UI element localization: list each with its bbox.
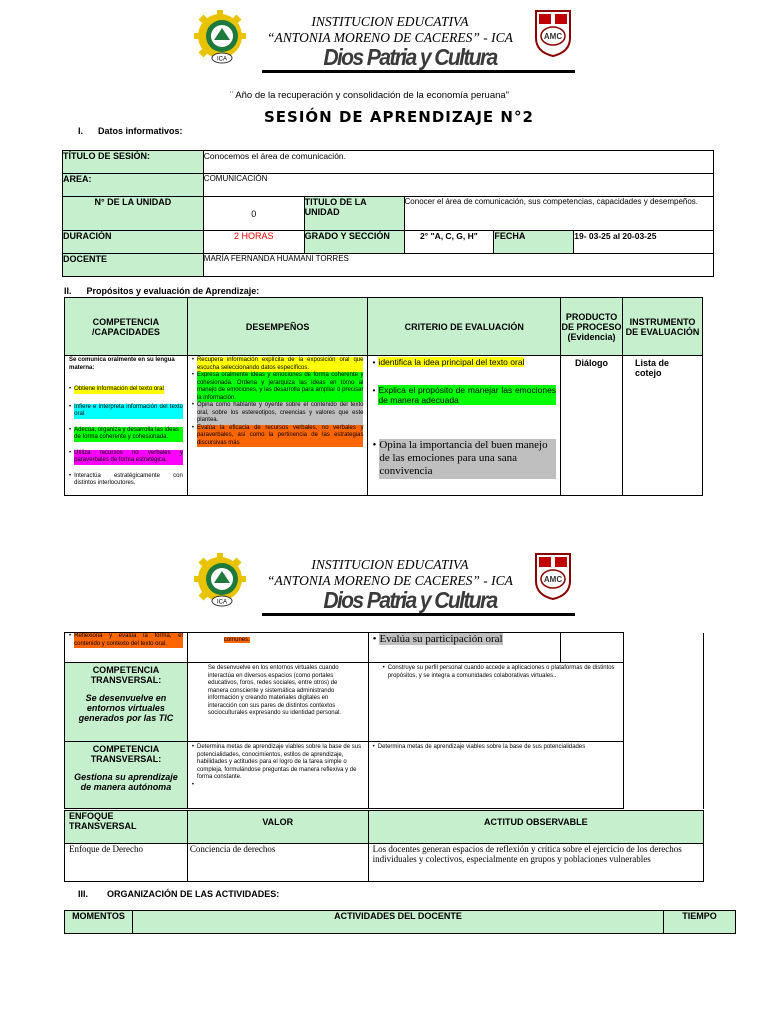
header-actitud: ACTITUD OBSERVABLE [368, 811, 703, 844]
producto-value: Diálogo [561, 356, 623, 496]
logo-right-text: AMC [543, 575, 563, 584]
enfoque-table [64, 810, 704, 882]
continuation-empty-cell [624, 633, 704, 663]
transversal-table [64, 662, 704, 809]
unit-number-value: 0 [203, 197, 304, 231]
continuation-desempeno-cell [187, 633, 368, 663]
desempeno-item: • Evalúa la eficacia de recursos verbales, no verbales y paraverbales, así como la pertinencia de las estrategias discursivas más [191, 424, 364, 446]
criterio-text: Determina metas de aprendizaje viables sobre la base de sus potencialidades [377, 744, 586, 750]
area-label: AREA: [63, 174, 204, 197]
desempeno-text: Expresa oralmente ideas y emociones de forma coherente y cohesionada. Ordena y jerarquiza las ideas en torno al manejo de emociones, y las desarrolla para ampliar o precisar la información. [196, 372, 364, 401]
desempeno-text: Evalúa la eficacia de recursos verbales, no verbales y paraverbales, así como la pertinencia de las estrategias discursivas más [196, 424, 364, 446]
area-value: COMUNICACIÓN [203, 174, 713, 197]
date-label: FECHA [494, 231, 574, 254]
header-competencia: COMPETENCIA /CAPACIDADES [65, 298, 188, 356]
duration-label: DURACIÓN [63, 231, 204, 254]
section2-number: II. [64, 286, 72, 296]
desempeno-empty-bullet: • [191, 781, 194, 788]
section3-number: III. [78, 889, 89, 899]
institution-name-line1: INSTITUCION EDUCATIVA [311, 557, 469, 572]
page-header [0, 6, 768, 76]
capacidad-item: • Utiliza recursos no verbales y paraverbales de forma estratégica. [69, 449, 183, 463]
capacidad-item: • Interactúa estratégicamente con distintos interlocutores. [69, 472, 183, 486]
header-rule [262, 613, 575, 616]
transversal2-name: Gestiona su aprendizaje de manera autónoma [74, 772, 178, 792]
criterios-cell [368, 356, 561, 496]
competencia-cell [65, 356, 188, 496]
section2-label: Propósitos y evaluación de Aprendizaje: [86, 286, 260, 296]
transversal2-cell [65, 742, 188, 809]
duration-value: 2 HORAS [203, 231, 304, 254]
header-rule [262, 70, 575, 73]
session-title-label: TÍTULO DE SESIÓN: [63, 151, 204, 174]
criterio-text: Opina la importancia del buen manejo de las emociones para una sana convivencia [379, 439, 556, 479]
page-title: SESIÓN DE APRENDIZAJE N°2 [264, 108, 534, 126]
unit-title-value: Conocer el área de comunicación, sus competencias, capacidades y desempeños. [404, 197, 713, 231]
grade-value: 2° "A, C, G, H" [404, 231, 494, 254]
school-crest-icon [533, 8, 573, 58]
criterio-item: • Determina metas de aprendizaje viables sobre la base de sus potencialidades [372, 744, 586, 750]
capacidad-item: • Reflexiona y evalúa la forma, el contenido y contexto del texto oral. [69, 633, 183, 647]
info-table [62, 150, 714, 277]
logo-right-text: AMC [543, 32, 563, 41]
capacidad-text: Infiere e interpreta información del texto oral [74, 403, 183, 417]
desempeno-item: • Expresa oralmente ideas y emociones de forma coherente y cohesionada. Ordena y jerarquiza las ideas en torno al manejo de emociones, y las desarrolla para ampliar o precisar la información. [191, 372, 364, 401]
desempeno-item: • Opina como hablante y oyente sobre el contenido del texto oral, sobre los estereotipos, creencias y valores que este plantea. [191, 402, 364, 423]
header-tiempo: TIEMPO [664, 911, 736, 934]
unit-number-label: N° DE LA UNIDAD [63, 197, 204, 231]
enfoque-value: Enfoque de Derecho [65, 844, 188, 882]
criterio-item: • Explica el propósito de manejar las emociones de manera adecuada [372, 385, 557, 405]
transversal2-criterio [368, 742, 624, 809]
desempeno-text: Determina metas de aprendizaje viables sobre la base de sus potencialidades, conocimientos, estilos de aprendizaje, habilidades y actitudes para el logro de la tarea simple o compleja, formulándose preguntas de manera reflexiva y de forma constante. [197, 744, 362, 780]
transversal2-desempeno [187, 742, 368, 809]
date-value: 19- 03-25 al 20-03-25 [574, 231, 714, 254]
section3-heading [78, 889, 279, 899]
section1-number: I. [78, 126, 84, 136]
header-instrumento: INSTRUMENTO DE EVALUACIÓN [623, 298, 703, 356]
transversal1-cell [65, 663, 188, 742]
transversal1-desempeno [187, 663, 368, 742]
teacher-label: DOCENTE [63, 254, 204, 277]
transversal1-empty [624, 663, 704, 742]
school-motto: Dios Patria y Cultura [323, 587, 497, 613]
criterio-item: • Evalúa su participación oral [372, 633, 503, 645]
header-actividades: ACTIVIDADES DEL DOCENTE [132, 911, 663, 934]
institution-name-line2: “ANTONIA MORENO DE CACERES” - ICA [267, 573, 513, 588]
desempeno-text: comunes. [223, 637, 250, 643]
header-valor: VALOR [187, 811, 368, 844]
section1-label: Datos informativos: [98, 126, 183, 136]
header-enfoque: ENFOQUE TRANSVERSAL [65, 811, 188, 844]
actitud-value: Los docentes generan espacios de reflexión y crítica sobre el ejercicio de los derechos individuales y colectivos, especialmente en grupos y poblaciones vulnerables [368, 844, 703, 882]
teacher-value: MARÍA FERNANDA HUAMANI TORRES [203, 254, 713, 277]
desempeno-item: • Recupera información explícita de la exposición oral que escucha seleccionando datos específicos. [191, 357, 364, 371]
capacidad-text: Interactúa estratégicamente con distintos interlocutores. [74, 472, 183, 486]
institution-name-line1: INSTITUCION EDUCATIVA [311, 14, 469, 29]
desempeno-item: • Determina metas de aprendizaje viables sobre la base de sus potencialidades, conocimientos, estilos de aprendizaje, habilidades y actitudes para el logro de la tarea simple o compleja, formulándose preguntas de manera reflexiva y de forma constante. [192, 744, 364, 782]
transversal1-label: COMPETENCIA TRANSVERSAL: [90, 665, 162, 685]
continuation-capacidad-cell [65, 633, 188, 663]
transversal1-desempeno-text: Se desenvuelve en los entornos virtuales cuando interactúa en diversos espacios (como portales educativos, foros, redes sociales, entre otros) de manera consciente y sistemática administrando información y creando materiales digitales en interacción con sus pares de distintos contextos socioculturales expresando su identidad personal. [207, 665, 341, 716]
capacidad-text: Utiliza recursos no verbales y paraverbales de forma estratégica. [74, 449, 183, 463]
session-title-value: Conocemos el área de comunicación. [203, 151, 713, 174]
capacidad-item: • Obtiene información del texto oral [69, 386, 164, 392]
transversal1-name: Se desenvuelve en entornos virtuales generados por las TIC [78, 693, 174, 723]
continuation-criterio-cell [368, 633, 561, 663]
capacidad-item: • Adecúa, organiza y desarrolla las ideas de forma coherente y cohesionada. [69, 427, 183, 442]
criterio-item: • Opina la importancia del buen manejo de las emociones para una sana convivencia [372, 439, 556, 479]
criterio-item: • identifica la idea principal del texto oral [372, 357, 525, 367]
criterio-text: Construye su perfil personal cuando accede a aplicaciones o plataformas de distintos propósitos, y se integra a comunidades colaborativas virtuales.. [387, 665, 615, 679]
transversal1-criterio [368, 663, 624, 742]
purpose-table [64, 297, 703, 496]
school-motto: Dios Patria y Cultura [323, 44, 497, 70]
grade-label: GRADO Y SECCIÓN [304, 231, 404, 254]
desempeno-text: Recupera información explícita de la exposición oral que escucha seleccionando datos específicos. [196, 357, 364, 371]
unit-title-label: TITULO DE LA UNIDAD [304, 197, 404, 231]
activities-table [64, 910, 736, 934]
year-motto: ¨ Año de la recuperación y consolidación de la economía peruana" [230, 90, 510, 101]
section2-heading [64, 286, 259, 296]
valor-value: Conciencia de derechos [187, 844, 368, 882]
continuation-empty-cell [561, 633, 624, 663]
desempenos-cell [187, 356, 368, 496]
page-header-repeat [0, 549, 768, 619]
logo-left-text: ICA [216, 599, 228, 606]
header-momentos: MOMENTOS [65, 911, 133, 934]
capacidad-item: • Infiere e interpreta información del texto oral [69, 403, 183, 417]
instrumento-value: Lista de cotejo [623, 356, 703, 496]
section3-label: ORGANIZACIÓN DE LAS ACTIVIDADES: [107, 889, 280, 899]
desempeno-text: Opina como hablante y oyente sobre el contenido del texto oral, sobre los estereotipos, creencias y valores que este plantea. [196, 402, 364, 423]
capacidad-text: Reflexiona y evalúa la forma, el contenido y contexto del texto oral. [74, 633, 183, 647]
criterio-text: Explica el propósito de manejar las emociones de manera adecuada [378, 385, 557, 405]
logo-left-text: ICA [216, 56, 228, 63]
capacidad-text: Obtiene información del texto oral [74, 386, 164, 392]
header-desempenos: DESEMPEÑOS [187, 298, 368, 356]
institution-name-line2: “ANTONIA MORENO DE CACERES” - ICA [267, 30, 513, 45]
criterio-item: • Construye su perfil personal cuando accede a aplicaciones o plataformas de distintos propósitos, y se integra a comunidades colaborativas virtuales.. [373, 665, 620, 680]
section1-heading [78, 126, 183, 136]
transversal2-empty [624, 742, 704, 809]
capacidad-text: Adecúa, organiza y desarrolla las ideas de forma coherente y cohesionada. [74, 427, 183, 442]
competencia-title: Se comunica oralmente en su lengua materna: [69, 357, 175, 371]
criterio-text: Evalúa su participación oral [379, 633, 503, 645]
school-crest-icon [533, 551, 573, 601]
header-criterio: CRITERIO DE EVALUACIÓN [368, 298, 561, 356]
header-producto: PRODUCTO DE PROCESO (Evidencia) [561, 298, 623, 356]
criterio-text: identifica la idea principal del texto oral [378, 357, 525, 367]
transversal2-label: COMPETENCIA TRANSVERSAL: [90, 744, 162, 764]
continuation-table [64, 632, 704, 663]
